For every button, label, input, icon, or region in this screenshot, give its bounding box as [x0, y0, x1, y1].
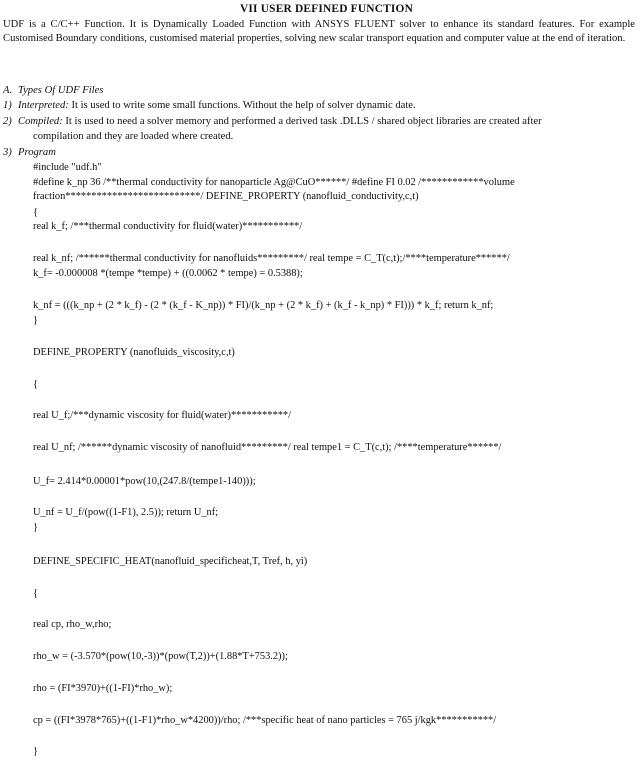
intro-paragraph: UDF is a C/C++ Function. It is Dynamically Loaded Function with ANSYS FLUENT solver to enhance its standard features. For example Customised Boundary conditions, customised material properties, solving new scalar transport equation and computer value at the end of iteration. [3, 19, 635, 44]
list-item-number: 3) [3, 147, 12, 158]
code-line: } [33, 746, 38, 757]
code-line: real k_nf; /******thermal conductivity for nanofluids*********/ real tempe = C_T(c,t);/****temperature******/ [33, 253, 510, 264]
list-item-text: It is used to need a solver memory and performed a derived task .DLLS / shared object libraries are created after [62, 116, 542, 127]
code-line: k_f= -0.000008 *(tempe *tempe) + ((0.0062 * tempe) = 0.5388); [33, 268, 303, 279]
code-line: DEFINE_SPECIFIC_HEAT(nanofluid_specificheat,T, Tref, h, yi) [33, 556, 308, 567]
code-line: rho_w = (-3.570*(pow(10,-3))*(pow(T,2))+(1.88*T+753.2)); [33, 651, 288, 662]
code-line: real k_f; /***thermal conductivity for fluid(water)***********/ [33, 221, 303, 232]
list-item [3, 115, 542, 129]
list-item-term: Compiled: [18, 116, 63, 127]
code-line: rho = (FI*3970)+((1-FI)*rho_w); [33, 683, 173, 694]
code-line: U_nf = U_f/(pow((1-F1), 2.5)); return U_nf; [33, 507, 219, 518]
list-item [3, 99, 416, 113]
code-line: { [33, 379, 38, 390]
list-item-continuation: compilation and they are loaded where created. [33, 131, 234, 142]
list-item-number: 2) [3, 116, 12, 127]
code-line: cp = ((FI*3978*765)+((1-F1)*rho_w*4200))/rho; /***specific heat of nano particles = 765 j/kgk***********/ [33, 715, 497, 726]
code-line: real U_nf; /******dynamic viscosity of nanofluid*********/ real tempe1 = C_T(c,t); /****temperature******/ [33, 442, 502, 453]
code-line: } [33, 522, 38, 533]
code-line: real cp, rho_w,rho; [33, 619, 112, 630]
list-item-term: Program [18, 147, 56, 158]
code-line: fraction**************************/ DEFINE_PROPERTY (nanofluid_conductivity,c,t) [33, 191, 419, 202]
subsection-title: Types Of UDF Files [18, 85, 104, 96]
code-line: { [33, 588, 38, 599]
section-title: VII USER DEFINED FUNCTION [240, 3, 414, 15]
code-line: DEFINE_PROPERTY (nanofluids_viscosity,c,t) [33, 347, 235, 358]
code-line: U_f= 2.414*0.00001*pow(10,(247.8/(tempe1-140))); [33, 476, 256, 487]
list-item-number: 1) [3, 100, 12, 111]
code-line: k_nf = (((k_np + (2 * k_f) - (2 * (k_f - K_np)) * FI)/(k_np + (2 * k_f) + (k_f - k_np) * FI))) * k_f; return k_nf; [33, 300, 494, 311]
code-line: #include "udf.h" [33, 162, 102, 173]
subsection-label: A. [3, 85, 13, 96]
list-item-text: It is used to write some small functions. Without the help of solver dynamic date. [68, 100, 416, 111]
code-line: real U_f;/***dynamic viscosity for fluid(water)***********/ [33, 410, 291, 421]
list-item [3, 146, 56, 160]
subsection-heading [3, 84, 103, 98]
list-item-term: Interpreted: [18, 100, 69, 111]
code-line: #define k_np 36 /**thermal conductivity for nanoparticle Ag@CuO******/ #define FI 0.02 /************volume [33, 177, 515, 188]
code-line: { [33, 207, 38, 218]
code-line: } [33, 315, 38, 326]
